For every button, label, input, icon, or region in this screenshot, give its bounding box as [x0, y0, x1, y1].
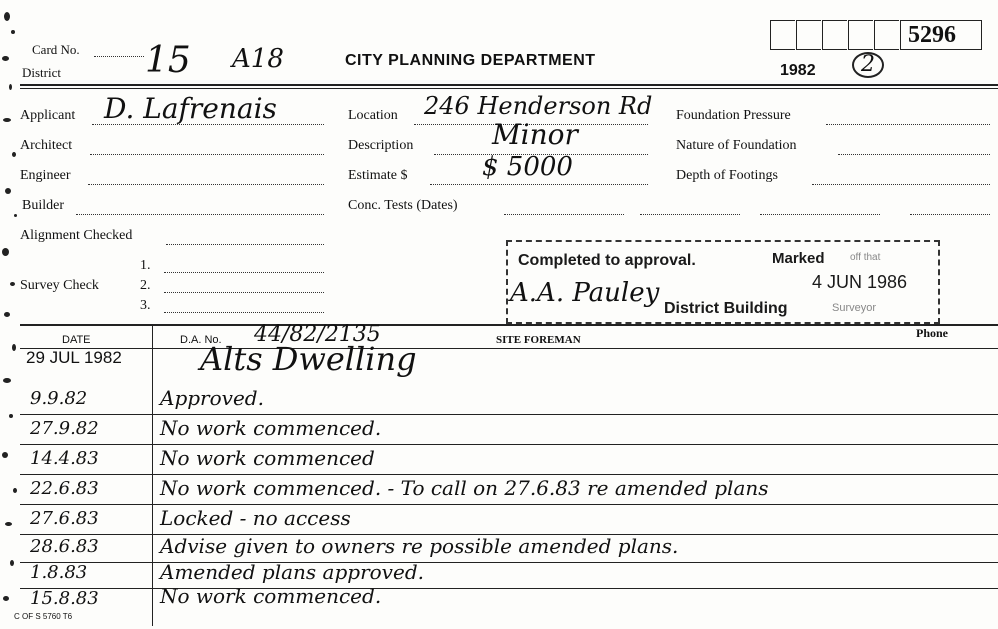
log-date: 9.9.82	[30, 388, 88, 409]
log-entry: No work commenced	[160, 446, 375, 470]
year-circled-mark: 2	[852, 52, 884, 78]
log-date: 27.9.82	[30, 418, 99, 439]
district-value: A18	[232, 44, 284, 74]
log-date: 28.6.83	[30, 536, 99, 557]
stamp-district-building: District Building	[664, 300, 788, 317]
stamp-surveyor-text: Surveyor	[832, 302, 877, 314]
first-log-entry: Alts Dwelling	[200, 340, 417, 378]
log-date: 27.6.83	[30, 508, 99, 529]
log-column-divider	[152, 326, 153, 626]
header-rule	[20, 84, 998, 86]
depth-footings-label: Depth of Footings	[676, 168, 778, 183]
log-entry: Amended plans approved.	[160, 560, 424, 584]
log-entry: No work commenced.	[160, 416, 382, 440]
date-column-label: DATE	[62, 334, 91, 346]
department-title: CITY PLANNING DEPARTMENT	[345, 52, 596, 69]
first-log-date: 29 JUL 1982	[26, 348, 122, 367]
stamp-faded-text: off that	[850, 252, 881, 263]
architect-label: Architect	[20, 138, 73, 153]
log-top-rule	[20, 324, 998, 326]
da-number-label: D.A. No.	[180, 334, 222, 346]
log-date: 1.8.83	[30, 562, 88, 583]
estimate-value: $ 5000	[482, 152, 573, 182]
log-entry: No work commenced. - To call on 27.6.83 re amended plans	[160, 476, 769, 500]
survey-check-3: 3.	[140, 298, 151, 313]
log-date: 15.8.83	[30, 588, 99, 609]
nature-foundation-label: Nature of Foundation	[676, 138, 797, 153]
location-label: Location	[348, 108, 398, 123]
conc-tests-label: Conc. Tests (Dates)	[348, 198, 458, 213]
da-number-value: 44/82/2135	[254, 322, 381, 347]
builder-label: Builder	[22, 198, 64, 213]
engineer-label: Engineer	[20, 168, 71, 183]
card-number: 5296	[908, 22, 956, 48]
year-label: 1982	[780, 62, 816, 79]
phone-label: Phone	[916, 326, 949, 340]
form-code: C OF S 5760 T6	[14, 612, 73, 621]
district-label: District	[22, 65, 61, 80]
site-foreman-label: SITE FOREMAN	[496, 334, 581, 346]
log-entry: No work commenced.	[160, 584, 382, 608]
foundation-pressure-label: Foundation Pressure	[676, 108, 791, 123]
log-entry: Approved.	[160, 386, 264, 410]
location-value: 246 Henderson Rd	[424, 92, 653, 120]
stamp-signature: A.A. Pauley	[510, 278, 660, 308]
description-label: Description	[348, 138, 414, 153]
estimate-label: Estimate $	[348, 168, 408, 183]
log-date: 14.4.83	[30, 448, 99, 469]
log-entry: Locked - no access	[160, 506, 351, 530]
stamp-date: 4 JUN 1986	[812, 272, 908, 292]
log-entry: Advise given to owners re possible amended plans.	[160, 534, 679, 558]
survey-check-1: 1.	[140, 258, 151, 273]
survey-check-label: Survey Check	[20, 278, 99, 293]
stamp-completed-text: Completed to approval.	[518, 252, 696, 269]
description-value: Minor	[492, 118, 578, 151]
survey-check-2: 2.	[140, 278, 151, 293]
card-no-label: Card No.	[32, 42, 80, 57]
card-no-value: 15	[145, 40, 191, 81]
stamp-marked-text: Marked	[772, 250, 825, 267]
applicant-value: D. Lafrenais	[104, 92, 277, 125]
log-date: 22.6.83	[30, 478, 99, 499]
alignment-checked-label: Alignment Checked	[20, 228, 133, 243]
applicant-label: Applicant	[20, 108, 76, 123]
